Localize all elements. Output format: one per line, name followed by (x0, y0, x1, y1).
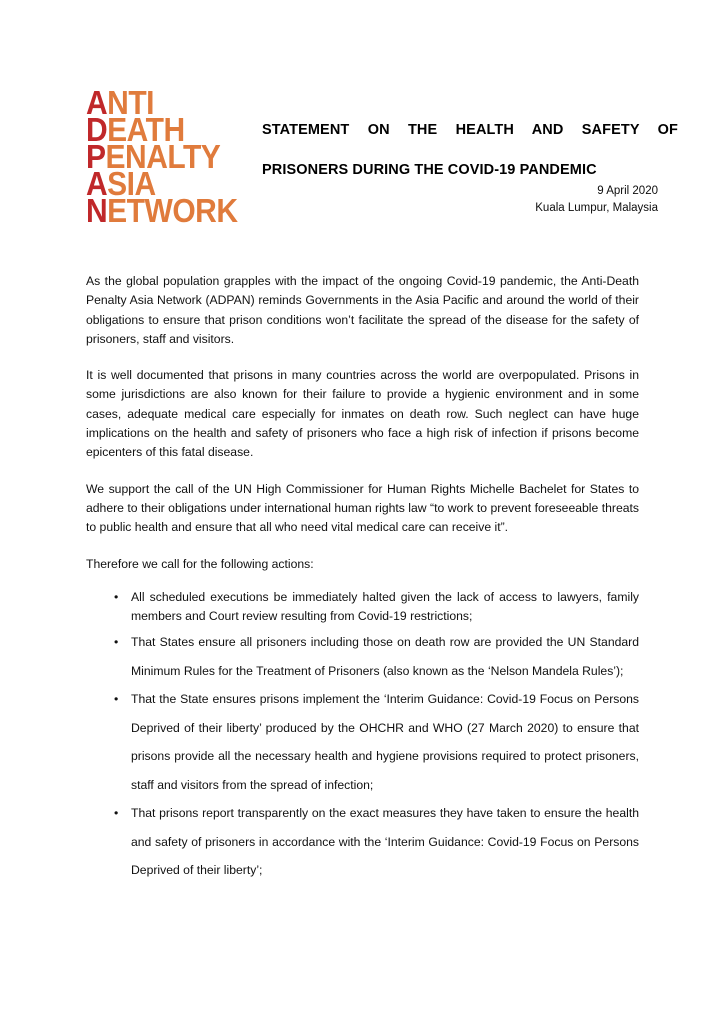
bullet-icon: • (114, 589, 119, 604)
list-item-text: That prisons report transparently on the exact measures they have taken to ensure the health and safety of prisoners in accordance with the ‘Interim Guidance: Covid-19 Focus on Persons Deprived of their liberty’; (131, 806, 639, 878)
list-item (86, 628, 639, 685)
list-item-text: All scheduled executions be immediately halted given the lack of access to lawyers, family members and Court review resulting from Covid-19 restrictions; (131, 589, 639, 624)
page-title (262, 120, 678, 180)
page-title-line-1: STATEMENT ON THE HEALTH AND SAFETY OF (262, 121, 678, 138)
list-item-text: That States ensure all prisoners including those on death row are provided the UN Standard Minimum Rules for the Treatment of Prisoners (also known as the ‘Nelson Mandela Rules’); (131, 635, 639, 678)
bullet-icon: • (114, 635, 119, 650)
logo-rest-letters: ENALTY (105, 138, 221, 176)
page-title-line-2: PRISONERS DURING THE COVID-19 PANDEMIC (262, 161, 597, 178)
adpan-logo (86, 84, 238, 230)
logo-lead-letter: A (86, 84, 108, 122)
logo-lead-letter: P (86, 138, 106, 176)
logo-rest-letters: ETWORK (107, 192, 238, 230)
logo-rest-letters: EATH (107, 111, 185, 149)
body-paragraph-1: As the global population grapples with the impact of the ongoing Covid-19 pandemic, the Anti-Death Penalty Asia Network (ADPAN) reminds Governments in the Asia Pacific and around the world of their obligations to ensure that prison conditions won’t facilitate the spread of the disease for the safety of prisoners, staff and visitors. (86, 274, 639, 346)
list-item (86, 799, 639, 885)
document-header (0, 0, 724, 240)
bullet-icon: • (114, 692, 119, 707)
logo-line-network (86, 192, 238, 230)
logo-lead-letter: N (86, 192, 108, 230)
actions-lead-in: Therefore we call for the following actions: (86, 556, 314, 571)
bullet-icon: • (114, 806, 119, 821)
list-item (86, 685, 639, 799)
dateline-location: Kuala Lumpur, Malaysia (535, 202, 658, 214)
dateline-date: 9 April 2020 (597, 185, 658, 197)
body-paragraph-2: It is well documented that prisons in many countries across the world are overpopulated. Prisons in some jurisdictions are also known for their failure to provide a hygienic environment and in some cases, adequate medical care especially for inmates on death row. Such neglect can have huge implications on the health and safety of prisoners who face a high risk of infection if prisons become epicenters of this fatal disease. (86, 368, 639, 460)
actions-list (86, 588, 639, 885)
logo-rest-letters: NTI (107, 84, 154, 122)
logo-rest-letters: SIA (107, 165, 156, 203)
document-body (86, 272, 639, 885)
list-item (86, 588, 639, 627)
list-item-text: That the State ensures prisons implement the ‘Interim Guidance: Covid-19 Focus on Persons Deprived of their liberty’ produced by the OHCHR and WHO (27 March 2020) to ensure that prisons provide all the necessary health and hygiene provisions required to protect prisoners, staff and visitors from the spread of infection; (131, 692, 639, 792)
logo-lead-letter: D (86, 111, 108, 149)
dateline (535, 183, 658, 217)
body-paragraph-3: We support the call of the UN High Commissioner for Human Rights Michelle Bachelet for States to adhere to their obligations under international human rights law “to work to prevent foreseeable threats to public health and ensure that all who need vital medical care can receive it”. (86, 481, 639, 535)
logo-lead-letter: A (86, 165, 108, 203)
